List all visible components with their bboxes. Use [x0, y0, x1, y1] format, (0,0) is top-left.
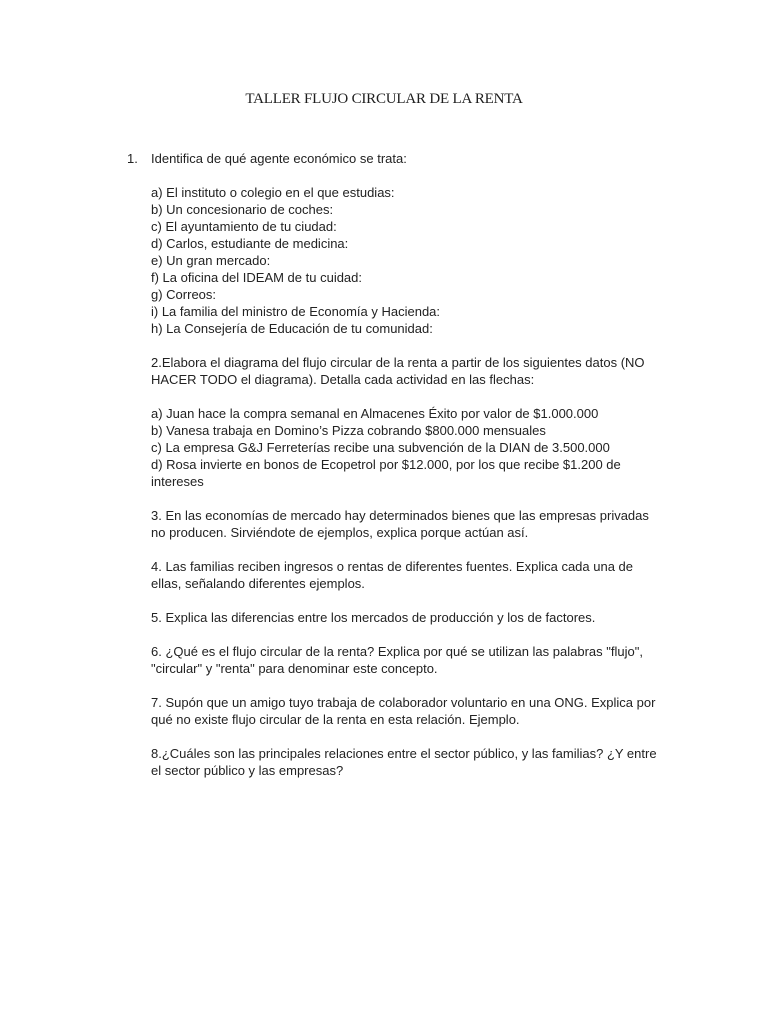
question-4: 4. Las familias reciben ingresos o rentas de diferentes fuentes. Explica cada una de ellas, señalando diferentes ejemplos.: [151, 559, 634, 591]
list-item: g) Correos:: [151, 287, 217, 302]
list-item: h) La Consejería de Educación de tu comunidad:: [151, 321, 433, 336]
list-item: c) El ayuntamiento de tu ciudad:: [151, 219, 337, 234]
question-1-number: 1.: [127, 151, 138, 166]
question-2-list: [151, 405, 663, 490]
question-6: 6. ¿Qué es el flujo circular de la renta? Explica por qué se utilizan las palabras "flujo", "circular" y "renta" para denominar este concepto.: [151, 644, 643, 676]
list-item: c) La empresa G&J Ferreterías recibe una subvención de la DIAN de 3.500.000: [151, 440, 610, 455]
question-7: 7. Supón que un amigo tuyo trabaja de colaborador voluntario en una ONG. Explica por qué no existe flujo circular de la renta en esta relación. Ejemplo.: [151, 695, 656, 727]
question-5: 5. Explica las diferencias entre los mercados de producción y los de factores.: [151, 610, 596, 625]
list-item: i) La familia del ministro de Economía y Hacienda:: [151, 304, 441, 319]
list-item: d) Carlos, estudiante de medicina:: [151, 236, 349, 251]
list-item: e) Un gran mercado:: [151, 253, 271, 268]
list-item: a) El instituto o colegio en el que estudias:: [151, 185, 395, 200]
list-item: b) Vanesa trabaja en Domino’s Pizza cobrando $800.000 mensuales: [151, 423, 546, 438]
list-item: b) Un concesionario de coches:: [151, 202, 334, 217]
question-1-list: [151, 184, 663, 337]
list-item: f) La oficina del IDEAM de tu cuidad:: [151, 270, 363, 285]
question-2-prompt: 2.Elabora el diagrama del flujo circular de la renta a partir de los siguientes datos (NO HACER TODO el diagrama). Detalla cada actividad en las flechas:: [151, 355, 645, 387]
question-3: 3. En las economías de mercado hay determinados bienes que las empresas privadas no producen. Sirviéndote de ejemplos, explica porque actúan así.: [151, 508, 649, 540]
question-1-prompt: Identifica de qué agente económico se trata:: [151, 151, 407, 166]
document-body: [151, 150, 663, 779]
page-title: TALLER FLUJO CIRCULAR DE LA RENTA: [245, 91, 523, 107]
list-item: d) Rosa invierte en bonos de Ecopetrol por $12.000, por los que recibe $1.200 de intereses: [151, 457, 621, 489]
list-item: a) Juan hace la compra semanal en Almacenes Éxito por valor de $1.000.000: [151, 406, 599, 421]
question-8: 8.¿Cuáles son las principales relaciones entre el sector público, y las familias? ¿Y entre el sector público y las empresas?: [151, 746, 657, 778]
